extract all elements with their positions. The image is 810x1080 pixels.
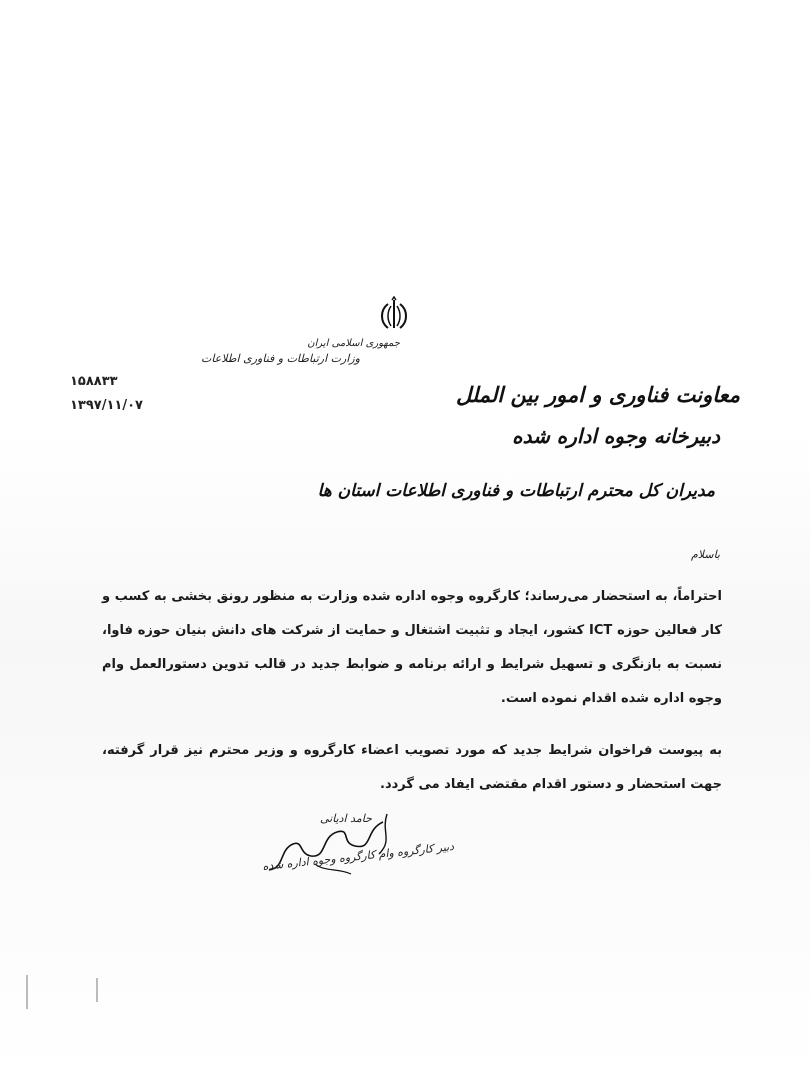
body-paragraph-1: احتراماً، به استحضار می‌رساند؛ کارگروه وجوه اداره شده وزارت به منظور رونق بخشی به کسب و کار فعالین حوزه ICT کشور، ایجاد و تثبیت اشتغال و حمایت از شرکت های دانش بنیان حوزه فاوا، نسبت به بازنگری و تسهیل شرایط و ارائه برنامه و ضوابط جدید در قالب تدوین دستورالعمل وام وجوه اداره شده اقدام نموده است. <box>102 589 722 706</box>
date-value: ۱۳۹۷/۱۱/۰۷ <box>70 398 143 413</box>
body-paragraph-2: به پیوست فراخوان شرایط جدید که مورد تصویب اعضاء کارگروه و وزیر محترم نیز قرار گرفته، جهت استحضار و دستور اقدام مقتضی ایفاد می گردد. <box>102 743 722 792</box>
salutation: باسلام <box>690 548 720 561</box>
scan-mark <box>26 975 28 1009</box>
number-value: ۱۵۸۸۳۳ <box>70 374 118 389</box>
signatory-title: دبیر کارگروه وام کارگروه وجوه اداره شده <box>261 839 455 874</box>
recipient-line: مدیران کل محترم ارتباطات و فناوری اطلاعات استان ها <box>317 481 715 501</box>
signatory-name: حامد ادیانی <box>320 812 372 825</box>
letterhead-country: جمهوری اسلامی ایران <box>307 338 400 349</box>
iran-emblem-icon <box>374 296 414 336</box>
scan-mark <box>96 978 98 1002</box>
sender-department: معاونت فناوری و امور بین الملل <box>455 382 740 407</box>
letterhead-ministry: وزارت ارتباطات و فناوری اطلاعات <box>200 352 360 365</box>
sender-secretariat: دبیرخانه وجوه اداره شده <box>512 424 720 448</box>
